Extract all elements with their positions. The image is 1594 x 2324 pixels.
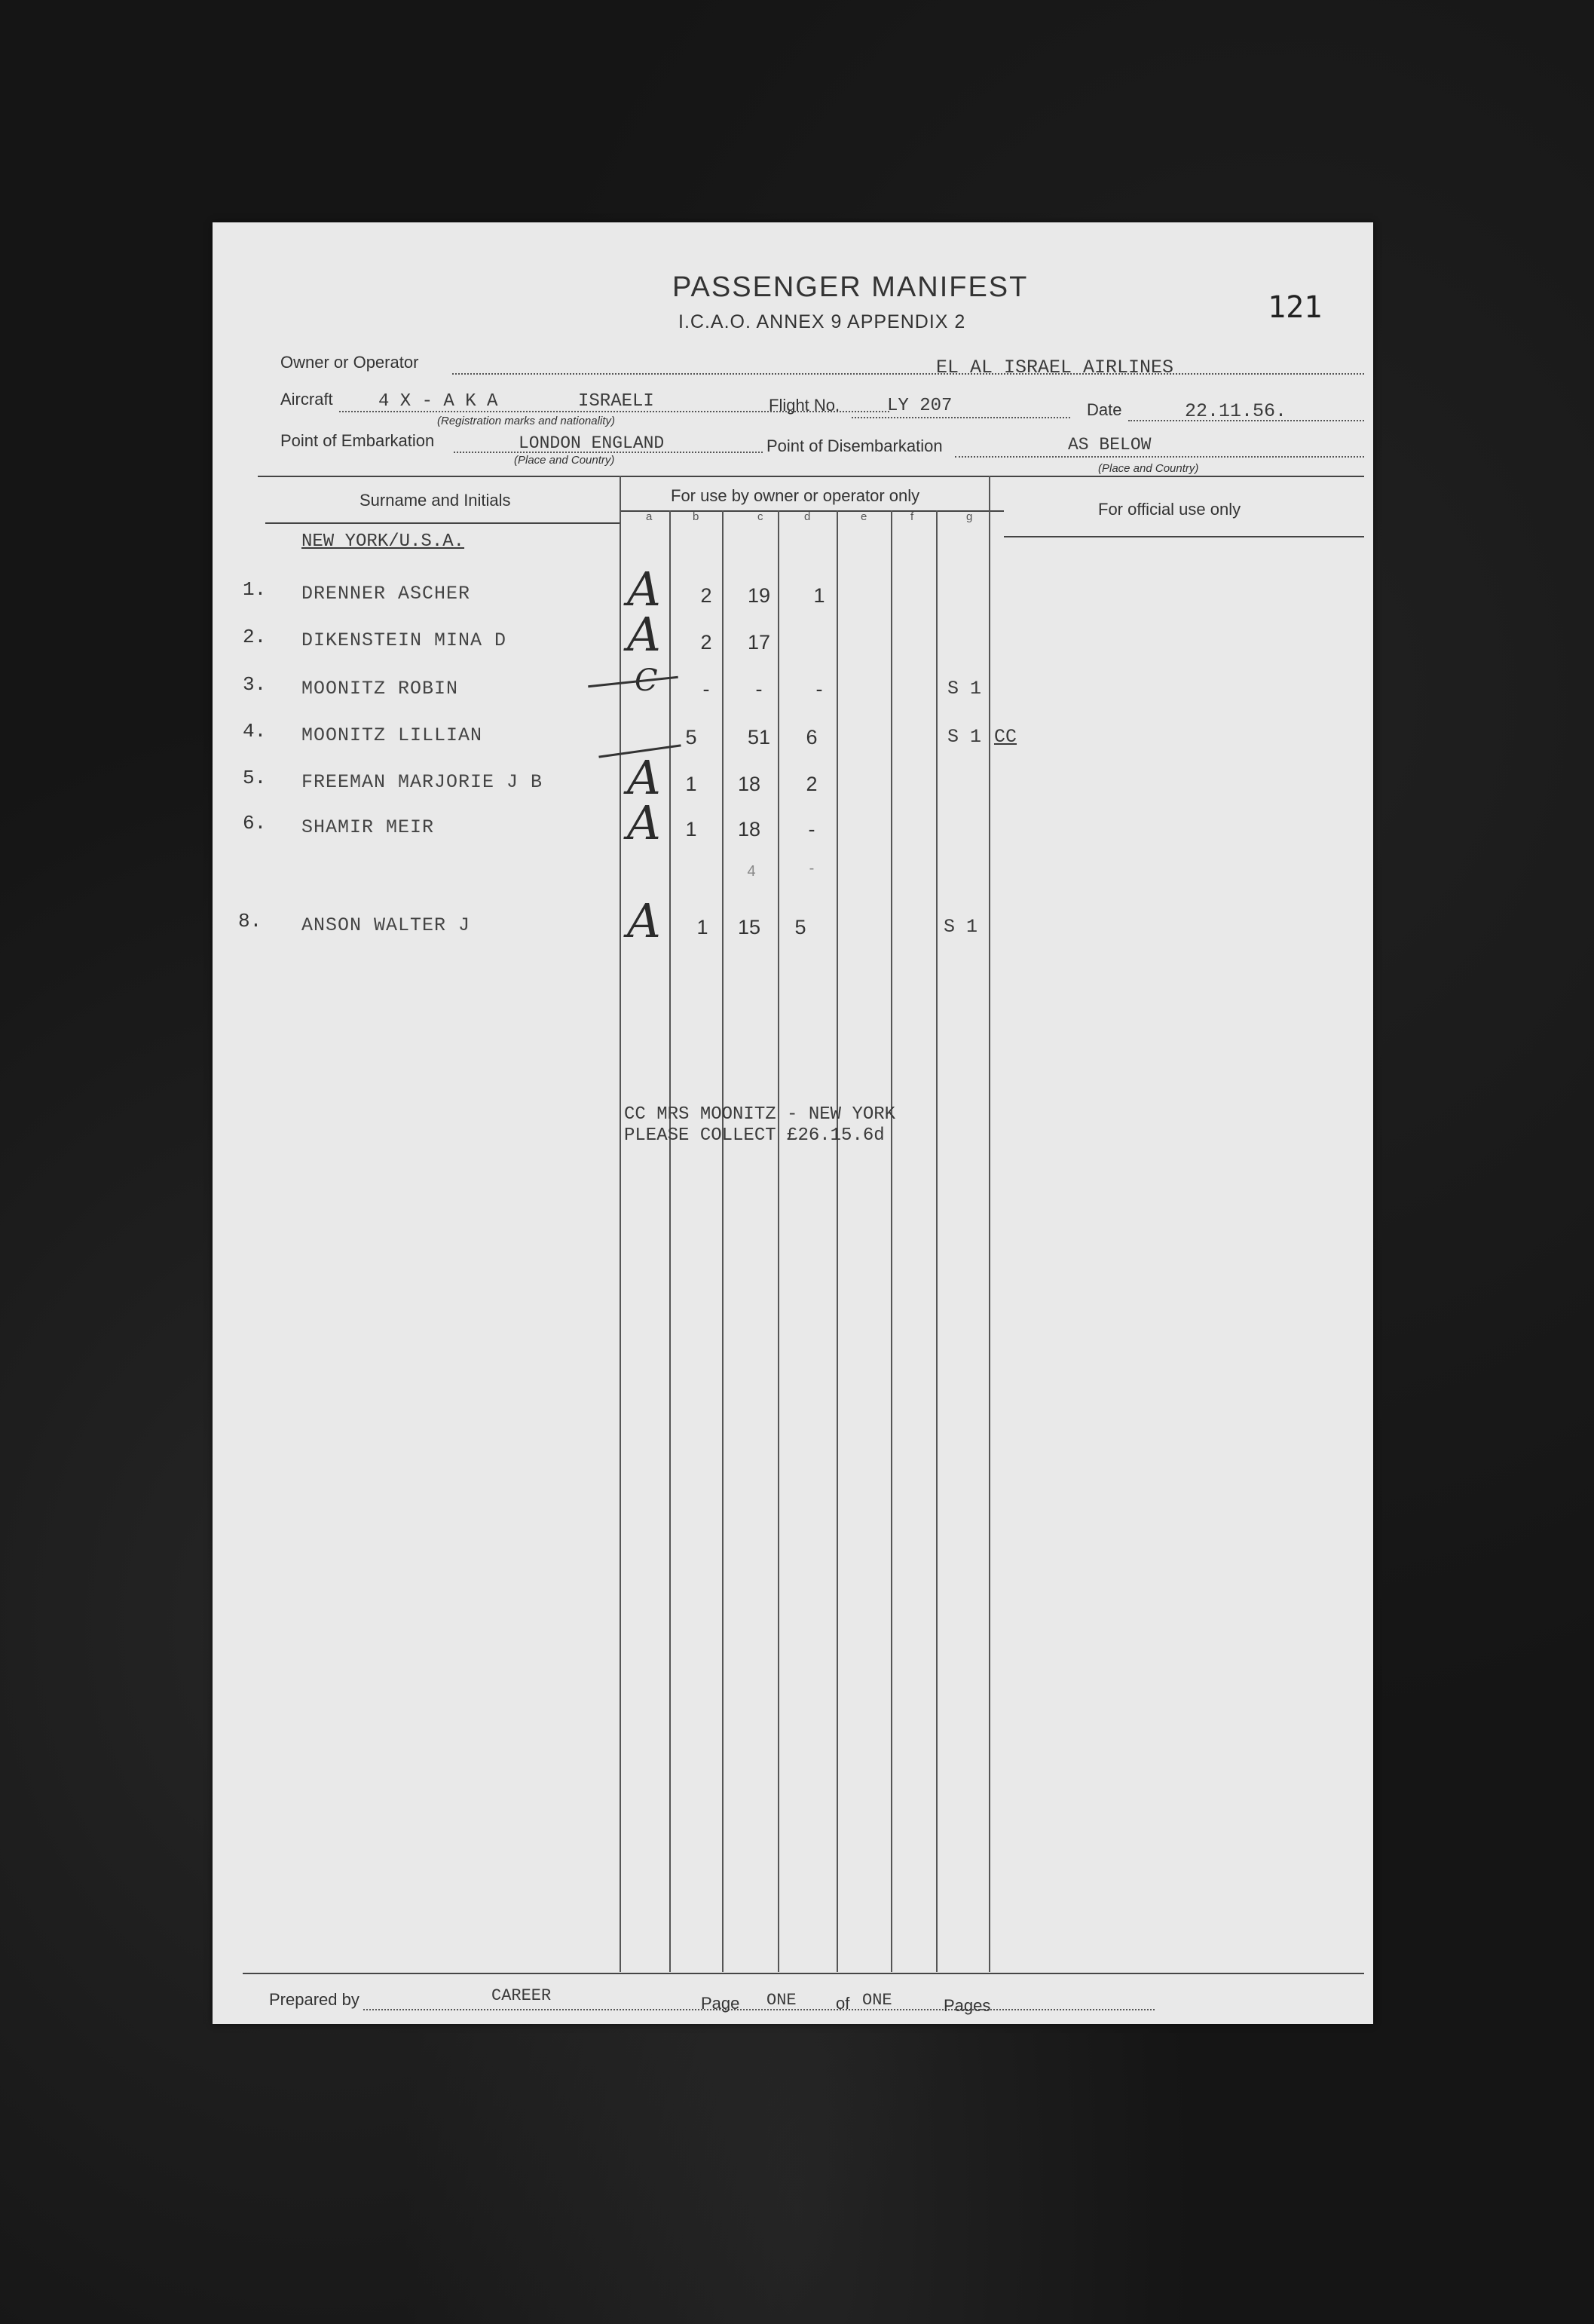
row-4-c: 51 [747, 726, 771, 749]
row-3-c: - [755, 678, 763, 700]
row-8-b: 1 [696, 916, 708, 938]
prepared-value: CAREER [491, 1986, 552, 2005]
nationality-value: ISRAELI [578, 391, 654, 412]
row-1-b: 2 [700, 584, 712, 607]
embark-note: (Place and Country) [514, 454, 615, 467]
flight-dotline [852, 417, 1070, 418]
col-letter-g: g [966, 510, 973, 523]
row-8-d: 5 [794, 916, 806, 938]
row-6-b: 1 [685, 818, 697, 840]
row-5-c: 18 [737, 773, 761, 795]
row-5-d: 2 [806, 773, 818, 795]
row-3-d: - [815, 678, 823, 700]
col-letter-c: c [757, 510, 763, 523]
row-6-d: - [808, 818, 815, 840]
row-4-num: 4. [243, 720, 267, 743]
col-surname-header: Surname and Initials [359, 491, 511, 510]
row-3-strike [588, 676, 678, 688]
destination-heading: NEW YORK/U.S.A. [301, 531, 465, 552]
row-3-b: - [702, 678, 710, 700]
operator-header-rule [620, 510, 1004, 512]
document-title: PASSENGER MANIFEST [672, 271, 1029, 303]
prepared-label: Prepared by [269, 1990, 359, 2009]
col-letter-f: f [910, 510, 914, 523]
col-divider-e [837, 510, 838, 1972]
row-1-d: 1 [813, 584, 825, 607]
disembark-label: Point of Disembarkation [766, 436, 943, 455]
row-6-name: SHAMIR MEIR [301, 816, 435, 838]
owner-label: Owner or Operator [280, 353, 419, 372]
col-letter-e: e [861, 510, 867, 523]
row-8-num: 8. [238, 910, 262, 932]
flight-label: Flight No. [769, 396, 840, 415]
row-4-name: MOONITZ LILLIAN [301, 724, 483, 746]
row-8-c: 15 [737, 916, 761, 938]
row-3-num: 3. [243, 673, 267, 696]
row-6-num: 6. [243, 812, 267, 834]
col-divider-official [989, 476, 990, 1972]
col-divider-g [936, 510, 938, 1972]
document-subtitle: I.C.A.O. ANNEX 9 APPENDIX 2 [678, 311, 966, 332]
col-letter-d: d [804, 510, 811, 523]
of-value: ONE [862, 1991, 892, 2010]
row-2-num: 2. [243, 626, 267, 648]
owner-value: EL AL ISRAEL AIRLINES [936, 357, 1174, 378]
row-8-name: ANSON WALTER J [301, 914, 471, 936]
row-6-c: 18 [737, 818, 761, 840]
row-1-num: 1. [243, 578, 267, 601]
row-3-name: MOONITZ ROBIN [301, 678, 459, 700]
aircraft-note: (Registration marks and nationality) [437, 415, 615, 427]
row-4-d: 6 [806, 726, 818, 749]
row-2-c: 17 [747, 631, 771, 654]
of-label: of [836, 1994, 850, 2013]
official-header-rule [1004, 536, 1364, 537]
row-1-mark: A [627, 562, 661, 617]
footer-dotline [363, 2009, 1155, 2010]
row-6-mark: A [627, 795, 661, 850]
row-8-mark: A [627, 893, 661, 948]
row-7-d: - [809, 860, 815, 877]
row-5-b: 1 [685, 773, 697, 795]
row-4-g: S 1 [947, 726, 982, 748]
row-5-mark: A [627, 750, 661, 805]
row-5-num: 5. [243, 767, 267, 789]
owner-dotline [452, 373, 1364, 375]
disembark-note: (Place and Country) [1098, 462, 1199, 475]
col-divider-a [620, 476, 621, 1972]
page-value: ONE [766, 1991, 797, 2010]
col-letter-b: b [693, 510, 699, 523]
surname-header-rule [265, 522, 620, 524]
row-2-b: 2 [700, 631, 712, 654]
table-top-rule [258, 476, 1364, 477]
row-1-name: DRENNER ASCHER [301, 583, 471, 605]
pages-label: Pages [944, 1996, 991, 2015]
collection-note-line1: CC MRS MOONITZ - NEW YORK [624, 1104, 896, 1125]
col-letter-a: a [646, 510, 653, 523]
row-5-name: FREEMAN MARJORIE J B [301, 771, 543, 793]
row-4-b: 5 [685, 726, 697, 749]
embark-label: Point of Embarkation [280, 431, 435, 450]
manifest-sheet [213, 222, 1373, 2024]
aircraft-label: Aircraft [280, 390, 333, 409]
row-3-g: S 1 [947, 678, 982, 700]
collection-note-line2: PLEASE COLLECT £26.15.6d [624, 1125, 885, 1146]
disembark-value: AS BELOW [1068, 435, 1152, 455]
row-4-extra: CC [994, 726, 1017, 748]
col-divider-f [891, 510, 892, 1972]
row-2-name: DIKENSTEIN MINA D [301, 629, 507, 651]
row-8-g: S 1 [944, 916, 978, 938]
page-label: Page [701, 1994, 740, 2013]
embark-value: LONDON ENGLAND [519, 433, 665, 453]
aircraft-value: 4 X - A K A [378, 391, 498, 412]
row-1-c: 19 [747, 584, 771, 607]
page-number: 121 [1268, 290, 1323, 325]
col-official-header: For official use only [1098, 500, 1241, 519]
flight-value: LY 207 [887, 396, 953, 416]
row-3-mark: C [635, 663, 658, 698]
col-operator-header: For use by owner or operator only [671, 486, 920, 505]
date-label: Date [1087, 400, 1122, 419]
footer-rule [243, 1973, 1364, 1974]
disembark-dotline [955, 456, 1364, 458]
row-7-c: 4 [747, 863, 756, 880]
date-value: 22.11.56. [1185, 400, 1287, 422]
row-2-mark: A [627, 607, 661, 662]
col-divider-c [722, 510, 724, 1972]
